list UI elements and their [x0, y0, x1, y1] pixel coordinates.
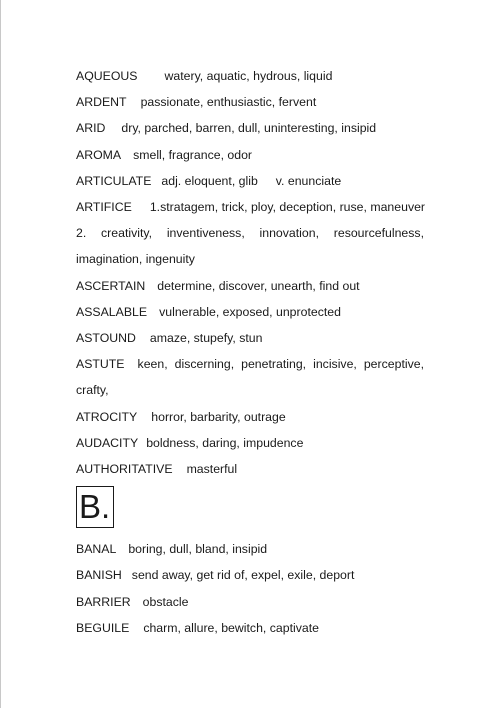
- entry-assalable: [76, 299, 424, 325]
- entry-banal: [76, 536, 424, 562]
- entry-definition: determine, discover, unearth, find out: [157, 278, 360, 293]
- entry-definition: 2. creativity, inventiveness, innovation, resourcefulness,: [76, 226, 424, 241]
- entry-artifice-continuation: [76, 220, 424, 246]
- entry-term: ASTUTE: [76, 357, 125, 372]
- entry-atrocity: [76, 404, 424, 430]
- entry-astute: [76, 351, 424, 377]
- entry-ardent: [76, 89, 424, 115]
- entry-definition: vulnerable, exposed, unprotected: [159, 304, 341, 319]
- entry-beguile: [76, 615, 424, 641]
- entry-definition: dry, parched, barren, dull, uninteresting, insipid: [121, 121, 377, 136]
- entry-banish: [76, 562, 424, 588]
- entry-term: BEGUILE: [76, 620, 130, 635]
- section-letter-row: [76, 482, 424, 536]
- entry-term: ARTIFICE: [76, 200, 132, 215]
- entry-definition: keen, discerning, penetrating, incisive, perceptive,: [137, 357, 424, 372]
- entry-term: ASSALABLE: [76, 304, 148, 319]
- entry-definition: obstacle: [142, 594, 189, 609]
- entry-definition-verb: v. enunciate: [275, 173, 342, 188]
- entry-aroma: [76, 142, 424, 168]
- entry-definition: watery, aquatic, hydrous, liquid: [164, 69, 333, 83]
- page-left-border: [0, 0, 1, 708]
- entry-authoritative: [76, 456, 424, 482]
- entry-definition: imagination, ingenuity: [76, 252, 195, 267]
- entry-definition: boring, dull, bland, insipid: [128, 542, 268, 557]
- entry-term: ATROCITY: [76, 409, 138, 424]
- entry-definition: amaze, stupefy, stun: [149, 331, 263, 346]
- entry-term: BANAL: [76, 542, 117, 557]
- vocabulary-list: [76, 63, 424, 641]
- entry-articulate: [76, 168, 424, 194]
- entry-definition: adj. eloquent, glib: [161, 173, 258, 188]
- entry-definition: boldness, daring, impudence: [146, 435, 304, 450]
- entry-term: AQUEOUS: [76, 69, 138, 83]
- entry-astound: [76, 325, 424, 351]
- entry-audacity: [76, 430, 424, 456]
- entry-definition: smell, fragrance, odor: [133, 147, 253, 162]
- entry-definition: masterful: [186, 462, 238, 477]
- entry-aqueous: [76, 63, 424, 89]
- entry-astute-continuation: [76, 377, 424, 403]
- section-letter-heading: B.: [76, 486, 114, 528]
- entry-term: ASTOUND: [76, 331, 136, 346]
- entry-barrier: [76, 589, 424, 615]
- entry-definition: charm, allure, bewitch, captivate: [143, 620, 319, 635]
- entry-artifice-continuation-2: [76, 246, 424, 272]
- entry-arid: [76, 115, 424, 141]
- entry-term: AUDACITY: [76, 435, 139, 450]
- entry-term: AROMA: [76, 147, 122, 162]
- entry-term: AUTHORITATIVE: [76, 462, 173, 477]
- entry-term: ARTICULATE: [76, 173, 152, 188]
- entry-ascertain: [76, 273, 424, 299]
- entry-definition: send away, get rid of, expel, exile, deport: [131, 568, 355, 583]
- entry-term: BARRIER: [76, 594, 131, 609]
- entry-definition: passionate, enthusiastic, fervent: [140, 95, 317, 110]
- entry-definition: 1.stratagem, trick, ploy, deception, ruse, maneuver: [149, 200, 426, 215]
- entry-definition: crafty,: [76, 383, 109, 398]
- entry-term: ARID: [76, 121, 106, 136]
- entry-term: BANISH: [76, 568, 122, 583]
- entry-artifice: [76, 194, 424, 220]
- entry-definition: horror, barbarity, outrage: [151, 409, 286, 424]
- entry-term: ARDENT: [76, 95, 127, 110]
- entry-term: ASCERTAIN: [76, 278, 146, 293]
